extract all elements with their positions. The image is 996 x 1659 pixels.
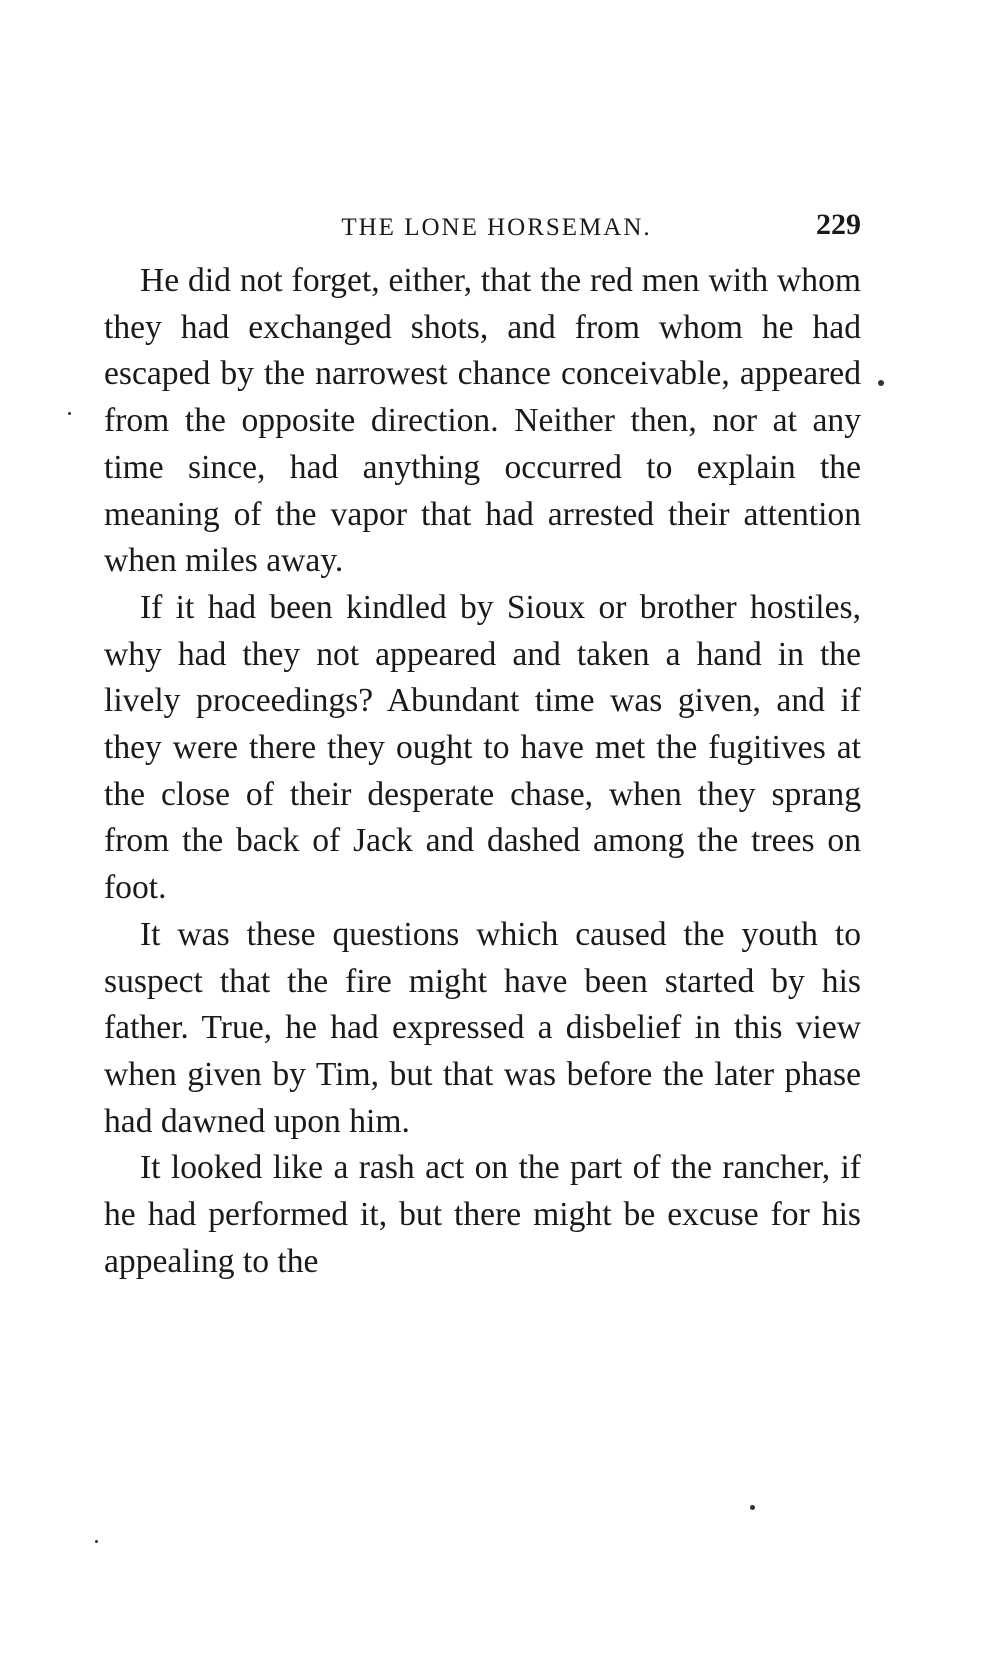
body-text: [104, 258, 861, 1285]
ink-speck: [750, 1505, 755, 1510]
paragraph: It looked like a rash act on the part of the rancher, if he had performed it, but there might be excuse for his appealing to the: [104, 1149, 861, 1280]
page-number: 229: [816, 208, 861, 241]
paragraph: If it had been kindled by Sioux or brother hostiles, why had they not appeared and taken a hand in the lively proceedings? Abundant time was given, and if they were there they ought to have met the fugitives at the close of their desperate chase, when they sprang from the back of Jack and dashed among the trees on foot.: [104, 588, 861, 907]
ink-speck: [95, 1540, 98, 1543]
running-head: [104, 208, 861, 248]
running-title: THE LONE HORSEMAN.: [341, 214, 652, 241]
ink-speck: [878, 380, 884, 386]
paragraph: It was these questions which caused the youth to suspect that the fire might have been started by his father. True, he had expressed a disbelief in this view when given by Tim, but that was before the later phase had dawned upon him.: [104, 915, 861, 1140]
paragraph: He did not forget, either, that the red men with whom they had exchanged shots, and from whom he had escaped by the narrowest chance conceivable, appeared from the opposite direction. Neither then, nor at any time since, had anything occurred to explain the meaning of the vapor that had arrested their attention when miles away.: [104, 262, 861, 580]
ink-speck: [68, 412, 71, 415]
